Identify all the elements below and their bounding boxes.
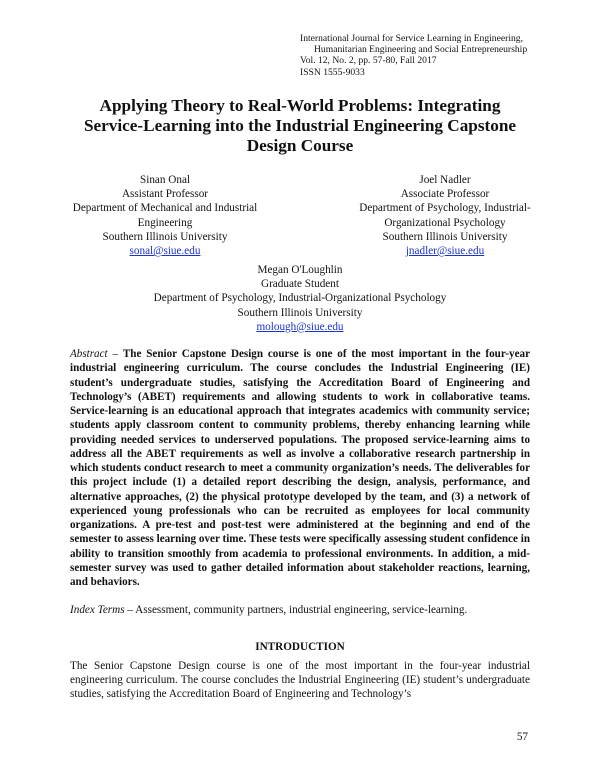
author-name: Sinan Onal bbox=[139, 174, 191, 186]
journal-name-line2: Humanitarian Engineering and Social Entrepreneurship bbox=[314, 44, 528, 56]
journal-header bbox=[300, 33, 590, 78]
abstract-dash: – bbox=[107, 348, 123, 360]
author-block-onal bbox=[30, 173, 300, 258]
paper-title-line1: Applying Theory to Real-World Problems: Integrating bbox=[99, 96, 501, 115]
author-university: Southern Illinois University bbox=[237, 306, 363, 319]
author-block-oloughlin bbox=[60, 263, 540, 334]
author-position: Associate Professor bbox=[400, 188, 490, 201]
author-block-nadler bbox=[310, 173, 580, 258]
journal-name-line1: International Journal for Service Learning in Engineering, bbox=[300, 33, 523, 44]
author-email-link[interactable]: sonal@siue.edu bbox=[129, 245, 201, 258]
author-department-line2: Organizational Psychology bbox=[384, 216, 506, 229]
paper-title bbox=[60, 96, 540, 157]
abstract-label: Abstract bbox=[70, 348, 108, 360]
abstract bbox=[70, 347, 530, 589]
paper-title-line2: Service-Learning into the Industrial Engineering Capstone bbox=[83, 116, 517, 136]
section-heading: INTRODUCTION bbox=[255, 641, 345, 653]
author-position: Assistant Professor bbox=[121, 188, 209, 201]
author-department-line1: Department of Psychology, Industrial- bbox=[359, 202, 531, 215]
author-position: Graduate Student bbox=[261, 278, 339, 291]
paper-title-line3: Design Course bbox=[246, 136, 354, 156]
journal-issn: ISSN 1555-9033 bbox=[300, 66, 365, 78]
index-terms bbox=[70, 603, 530, 617]
author-department-line1: Department of Mechanical and Industrial bbox=[72, 202, 258, 215]
author-university: Southern Illinois University bbox=[382, 230, 508, 243]
author-department-line2: Engineering bbox=[137, 216, 193, 229]
index-terms-text: – Assessment, community partners, industrial engineering, service-learning. bbox=[124, 604, 468, 616]
page-number: 57 bbox=[516, 731, 528, 743]
index-terms-label: Index Terms bbox=[70, 604, 125, 616]
introduction-paragraph: The Senior Capstone Design course is one of the most important in the four-year industrial engineering curriculum. The course concludes the Industrial Engineering (IE) student’s undergraduate studies, satisfying the Accreditation Board of Engineering and Technology’s bbox=[70, 660, 530, 701]
author-name: Megan O'Loughlin bbox=[257, 264, 343, 276]
author-name: Joel Nadler bbox=[419, 174, 471, 186]
author-department-line1: Department of Psychology, Industrial-Organizational Psychology bbox=[153, 292, 447, 305]
author-email-link[interactable]: molough@siue.edu bbox=[256, 320, 344, 333]
author-email-link[interactable]: jnadler@siue.edu bbox=[405, 245, 485, 258]
journal-volume: Vol. 12, No. 2, pp. 57-80, Fall 2017 bbox=[300, 55, 437, 67]
abstract-text: The Senior Capstone Design course is one of the most important in the four-year industrial engineering curriculum. The course concludes the Industrial Engineering (IE) student’s undergraduate studies, satisfying the Accreditation Board of Engineering and Technology’s (ABET) requirements and allowing students to work in collaborative teams. Service-learning is an educational approach that integrates academics with community service; students apply classroom content to community problems, thereby enhancing learning while providing needed services to underserved populations. The proposed service-learning aims to address all the ABET requirements as well as involve a collaborative research partnership in which students conduct research to meet a community organization’s needs. The deliverables for this project include (1) a detailed report describing the design, analysis, performance, and alternative approaches, (2) the physical prototype developed by the team, and (3) a network of experienced young professionals who can be recruited as employees for local community organizations. A pre-test and post-test were administered at the beginning and end of the semester to assess learning over time. These tests were specifically assessing student confidence in ability to transition smoothly from academia to professional environments. In addition, a mid-semester survey was used to gather detailed information about stakeholder reactions, learning, and behaviors. bbox=[70, 348, 530, 588]
author-university: Southern Illinois University bbox=[102, 230, 228, 243]
